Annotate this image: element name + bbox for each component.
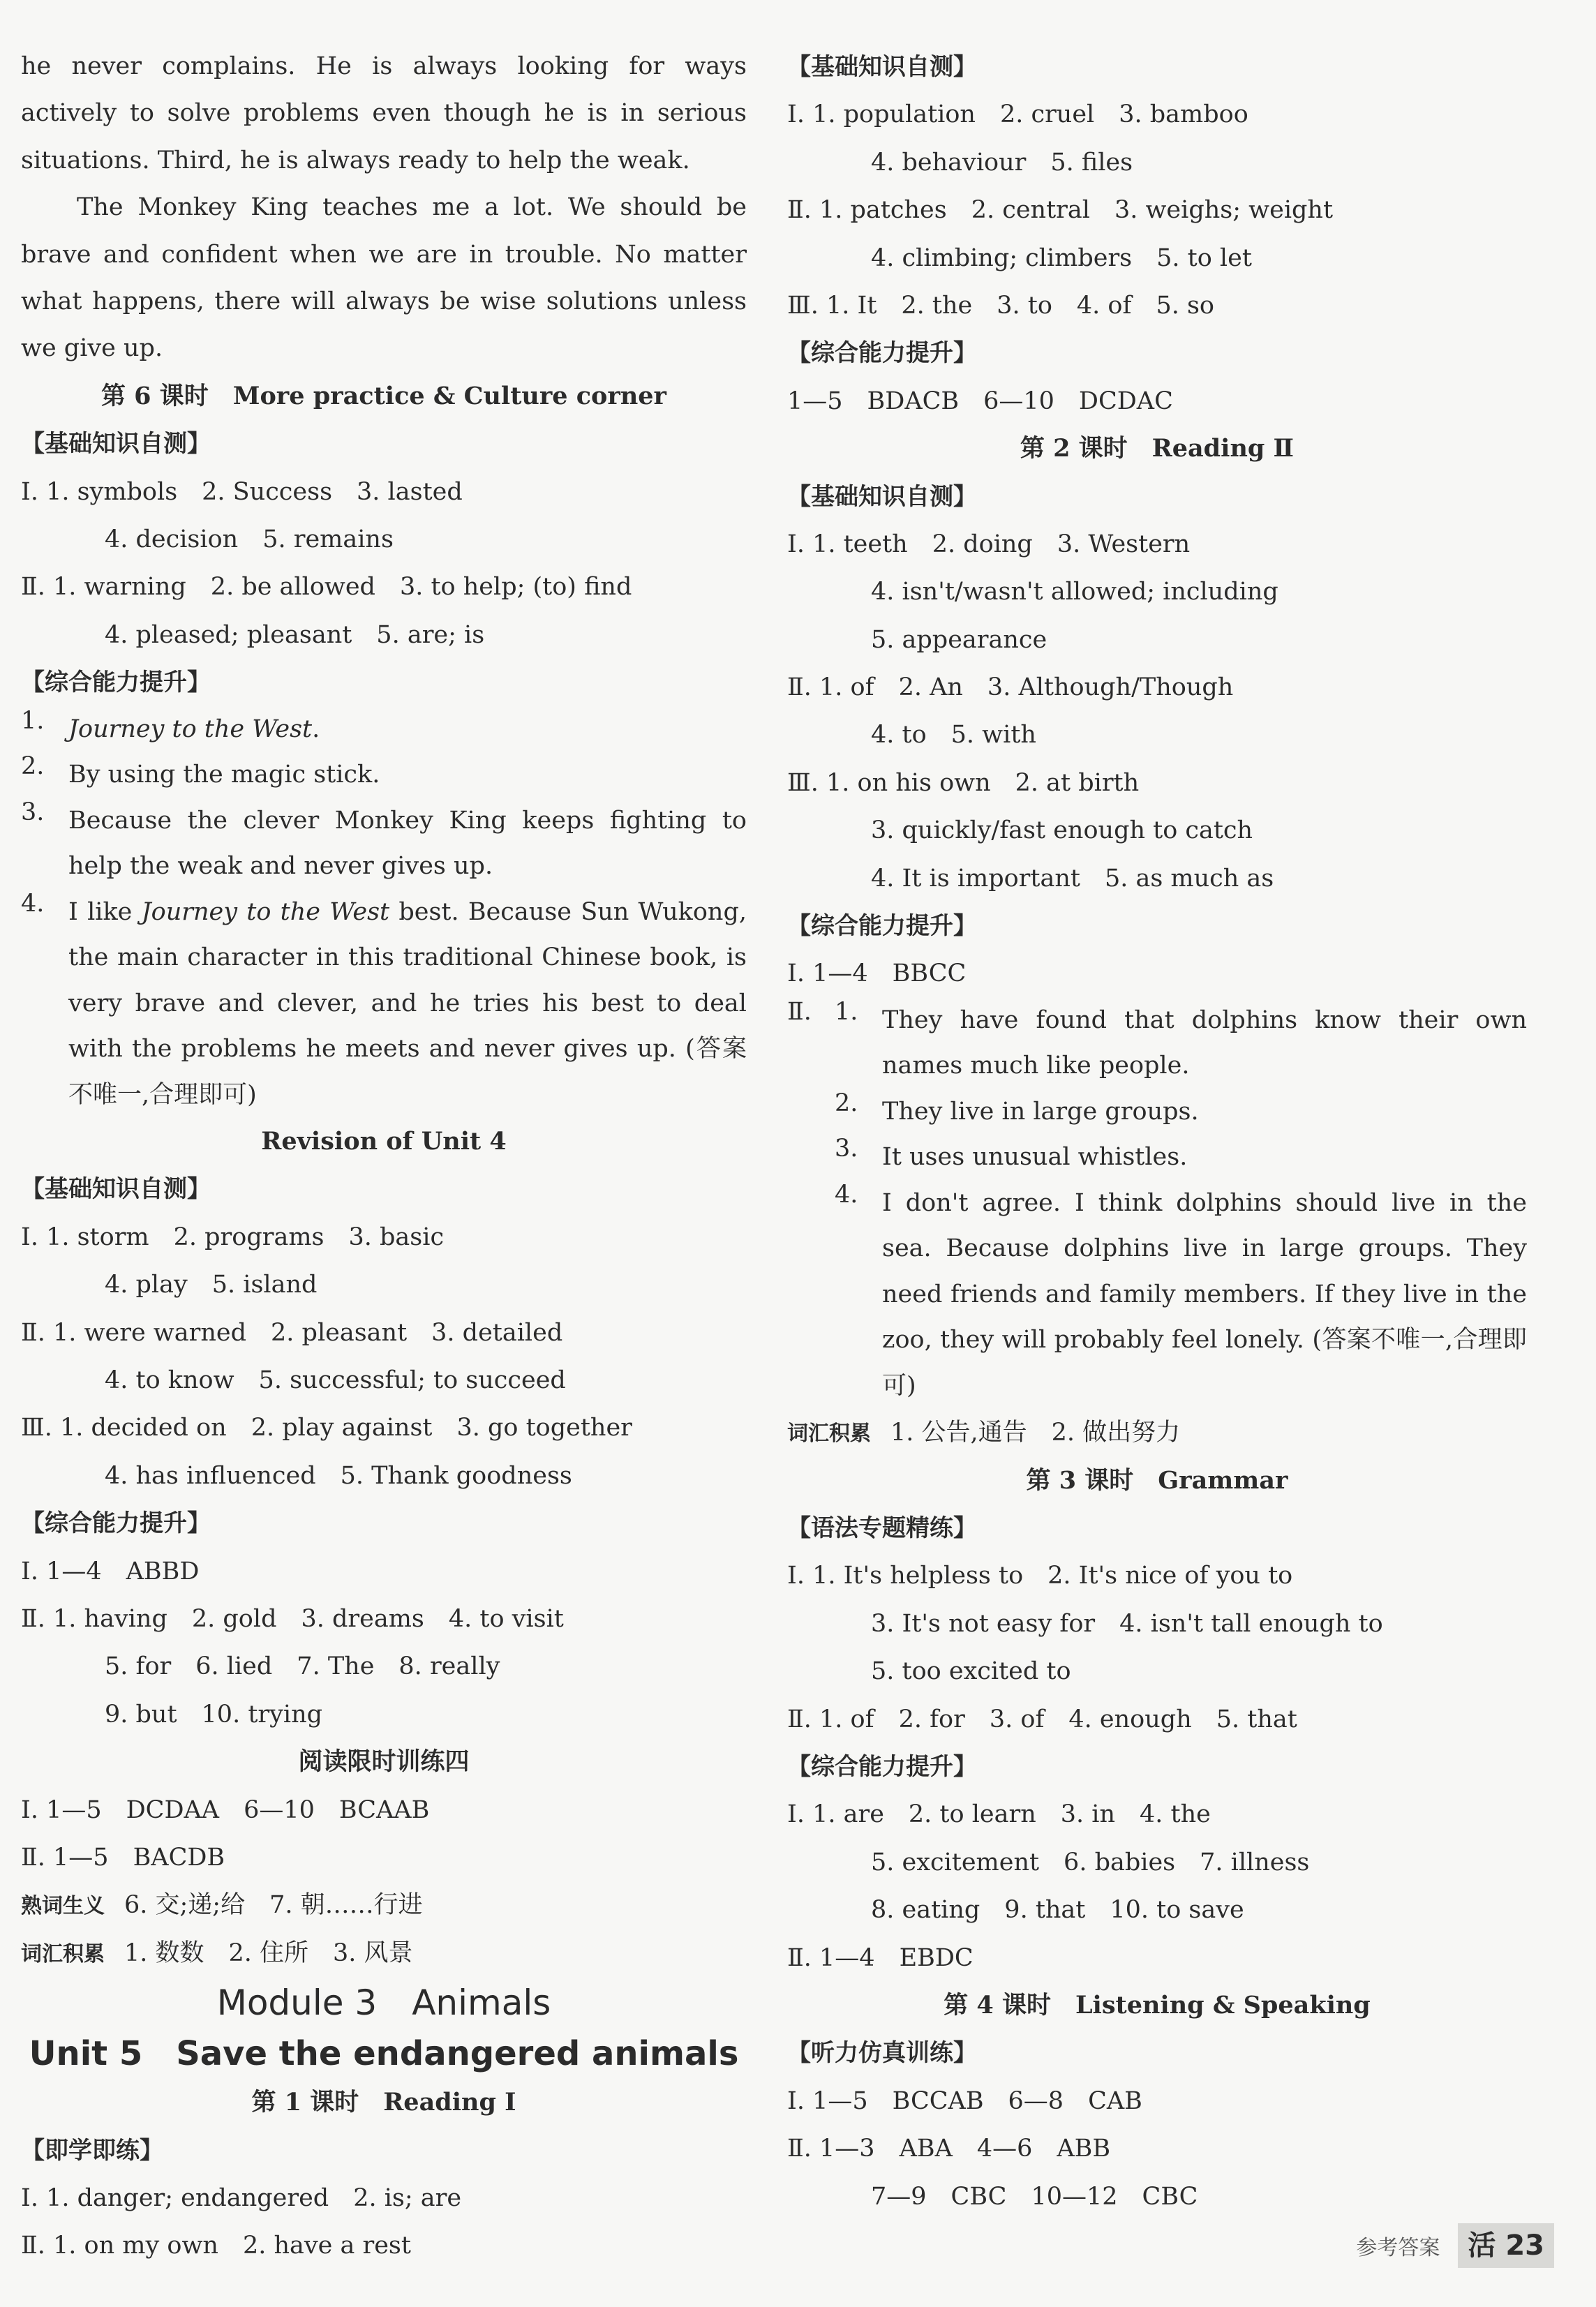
- book-title: Journey to the West: [141, 897, 390, 926]
- answer-item: 3. It uses unusual whistles.: [835, 1135, 1188, 1172]
- section-heading: 【综合能力提升】: [21, 1509, 211, 1538]
- answer-line: Ⅰ. 1. are 2. to learn 3. in 4. the: [787, 1800, 1211, 1829]
- vocab-label: 词汇积累: [21, 1941, 105, 1966]
- lesson-title: 阅读限时训练四: [298, 1747, 470, 1777]
- answer-line: Ⅲ. 1. It 2. the 3. to 4. of 5. so: [787, 291, 1215, 320]
- essay-paragraph: he never complains. He is always looking for ways actively to solve problems even though he is in serious situations. Third, he is always ready to help the weak.: [21, 52, 747, 174]
- lesson-title: 第 3 课时 Grammar: [1026, 1465, 1288, 1495]
- unit-title: Unit 5 Save the endangered animals: [29, 2034, 739, 2074]
- answer-line: Ⅰ. 1. storm 2. programs 3. basic: [21, 1223, 445, 1251]
- answer-line: Ⅰ. 1—4 ABBD: [21, 1557, 200, 1585]
- answer-line: 4. to know 5. successful; to succeed: [105, 1366, 566, 1395]
- module-title: Module 3 Animals: [216, 1983, 551, 2024]
- section-heading: 【基础知识自测】: [21, 430, 211, 458]
- section-heading: 【听力仿真训练】: [787, 2039, 977, 2068]
- right-column: [787, 43, 1527, 2220]
- vocab-line: 词汇积累 1. 数数 2. 住所 3. 风景: [21, 1939, 413, 1967]
- vocab-line: 熟词生义 6. 交;递;给 7. 朝……行进: [21, 1891, 423, 1920]
- answer-line: 5. for 6. lied 7. The 8. really: [105, 1652, 500, 1681]
- section-heading: 【基础知识自测】: [787, 482, 977, 511]
- answer-line: 5. appearance: [871, 625, 1047, 654]
- section-heading: 【综合能力提升】: [787, 912, 977, 941]
- answer-item: 4. I don't agree. I think dolphins should live in the sea. Because dolphins live in large groups. They need friends and family members. If they live in the zoo, they will probably feel lonely. (答案不唯一,合理即可): [835, 1180, 1527, 1400]
- answer-item: Ⅱ. 1. They have found that dolphins know their own names much like people.: [787, 997, 1527, 1080]
- answer-line: Ⅰ. 1—4 BBCC: [787, 960, 967, 988]
- answer-line: 4. climbing; climbers 5. to let: [871, 244, 1252, 272]
- answer-line: 5. too excited to: [871, 1657, 1071, 1686]
- answer-line: 8. eating 9. that 10. to save: [871, 1896, 1244, 1925]
- answer-line: 4. play 5. island: [105, 1271, 318, 1299]
- lesson-title: Revision of Unit 4: [261, 1127, 507, 1156]
- answer-line: 7—9 CBC 10—12 CBC: [871, 2182, 1198, 2211]
- left-column: [21, 43, 747, 2270]
- lesson-title: 第 6 课时 More practice & Culture corner: [101, 381, 666, 410]
- footer-reference: 参考答案: [1356, 2236, 1440, 2260]
- answer-line: Ⅱ. 1. of 2. An 3. Although/Though: [787, 673, 1234, 702]
- answer-line: Ⅱ. 1—3 ABA 4—6 ABB: [787, 2135, 1111, 2163]
- answer-item: 3. Because the clever Monkey King keeps fighting to help the weak and never gives up.: [21, 798, 747, 881]
- answer-line: 4. behaviour 5. files: [871, 148, 1133, 177]
- answer-line: Ⅱ. 1. on my own 2. have a rest: [21, 2232, 411, 2260]
- section-heading: 【综合能力提升】: [787, 339, 977, 368]
- answer-line: Ⅲ. 1. decided on 2. play against 3. go together: [21, 1414, 632, 1442]
- answer-line: 4. decision 5. remains: [105, 525, 394, 554]
- answer-line: 4. to 5. with: [871, 721, 1036, 749]
- section-heading: 【语法专题精练】: [787, 1514, 977, 1543]
- vocab-label: 熟词生义: [21, 1894, 105, 1919]
- answer-line: Ⅱ. 1. having 2. gold 3. dreams 4. to visit: [21, 1604, 564, 1633]
- answer-item: 1. Journey to the West.: [21, 706, 320, 743]
- answer-item: 4. I like Journey to the West best. Because Sun Wukong, the main character in this traditional Chinese book, is very brave and clever, and he tries his best to deal with the problems he meets and never gives up. (答案不唯一,合理即可): [21, 889, 747, 1109]
- lesson-title: 第 1 课时 Reading Ⅰ: [251, 2088, 516, 2117]
- answer-line: Ⅰ. 1. population 2. cruel 3. bamboo: [787, 100, 1248, 129]
- section-heading: 【基础知识自测】: [21, 1175, 211, 1204]
- answer-item: 2. By using the magic stick.: [21, 752, 380, 789]
- answer-line: Ⅰ. 1—5 DCDAA 6—10 BCAAB: [21, 1795, 430, 1824]
- answer-line: Ⅰ. 1. It's helpless to 2. It's nice of you to: [787, 1562, 1293, 1590]
- section-heading: 【即学即练】: [21, 2136, 163, 2165]
- section-heading: 【基础知识自测】: [787, 53, 977, 81]
- answer-line: Ⅲ. 1. on his own 2. at birth: [787, 768, 1140, 797]
- answer-line: 3. It's not easy for 4. isn't tall enough to: [871, 1609, 1383, 1638]
- section-heading: 【综合能力提升】: [21, 669, 211, 697]
- answer-line: 3. quickly/fast enough to catch: [871, 816, 1253, 845]
- answer-line: Ⅱ. 1. of 2. for 3. of 4. enough 5. that: [787, 1705, 1297, 1733]
- essay-paragraph: The Monkey King teaches me a lot. We should be brave and confident when we are in trouble. No matter what happens, there will always be wise solutions unless we give up.: [21, 193, 747, 363]
- lesson-title: 第 4 课时 Listening & Speaking: [944, 1991, 1371, 2019]
- page-footer: [1356, 2220, 1554, 2271]
- answer-line: Ⅰ. 1. danger; endangered 2. is; are: [21, 2183, 462, 2212]
- lesson-title: 第 2 课时 Reading Ⅱ: [1020, 434, 1295, 463]
- answer-line: Ⅱ. 1. were warned 2. pleasant 3. detailed: [21, 1318, 563, 1347]
- answer-line: 1—5 BDACB 6—10 DCDAC: [787, 387, 1173, 415]
- answer-line: Ⅱ. 1. patches 2. central 3. weighs; weight: [787, 196, 1334, 225]
- answer-line: 4. has influenced 5. Thank goodness: [105, 1461, 572, 1490]
- section-heading: 【综合能力提升】: [787, 1753, 977, 1782]
- vocab-label: 词汇积累: [787, 1421, 871, 1447]
- answer-line: Ⅰ. 1. teeth 2. doing 3. Western: [787, 530, 1191, 558]
- page-number: 活 23: [1458, 2223, 1554, 2268]
- answer-line: Ⅱ. 1—4 EBDC: [787, 1943, 974, 1972]
- answer-line: 4. It is important 5. as much as: [871, 864, 1274, 893]
- vocab-line: 词汇积累 1. 公告,通告 2. 做出努力: [787, 1419, 1181, 1447]
- book-title: Journey to the West: [68, 715, 313, 743]
- answer-line: Ⅱ. 1—5 BACDB: [21, 1843, 225, 1872]
- answer-line: Ⅰ. 1—5 BCCAB 6—8 CAB: [787, 2086, 1142, 2115]
- answer-line: Ⅱ. 1. warning 2. be allowed 3. to help; (to) find: [21, 573, 632, 602]
- answer-line: 4. pleased; pleasant 5. are; is: [105, 620, 485, 649]
- answer-item: 2. They live in large groups.: [835, 1089, 1199, 1126]
- answer-line: 9. but 10. trying: [105, 1700, 323, 1729]
- answer-line: 4. isn't/wasn't allowed; including: [871, 578, 1278, 606]
- answer-line: Ⅰ. 1. symbols 2. Success 3. lasted: [21, 477, 463, 506]
- answer-line: 5. excitement 6. babies 7. illness: [871, 1848, 1310, 1876]
